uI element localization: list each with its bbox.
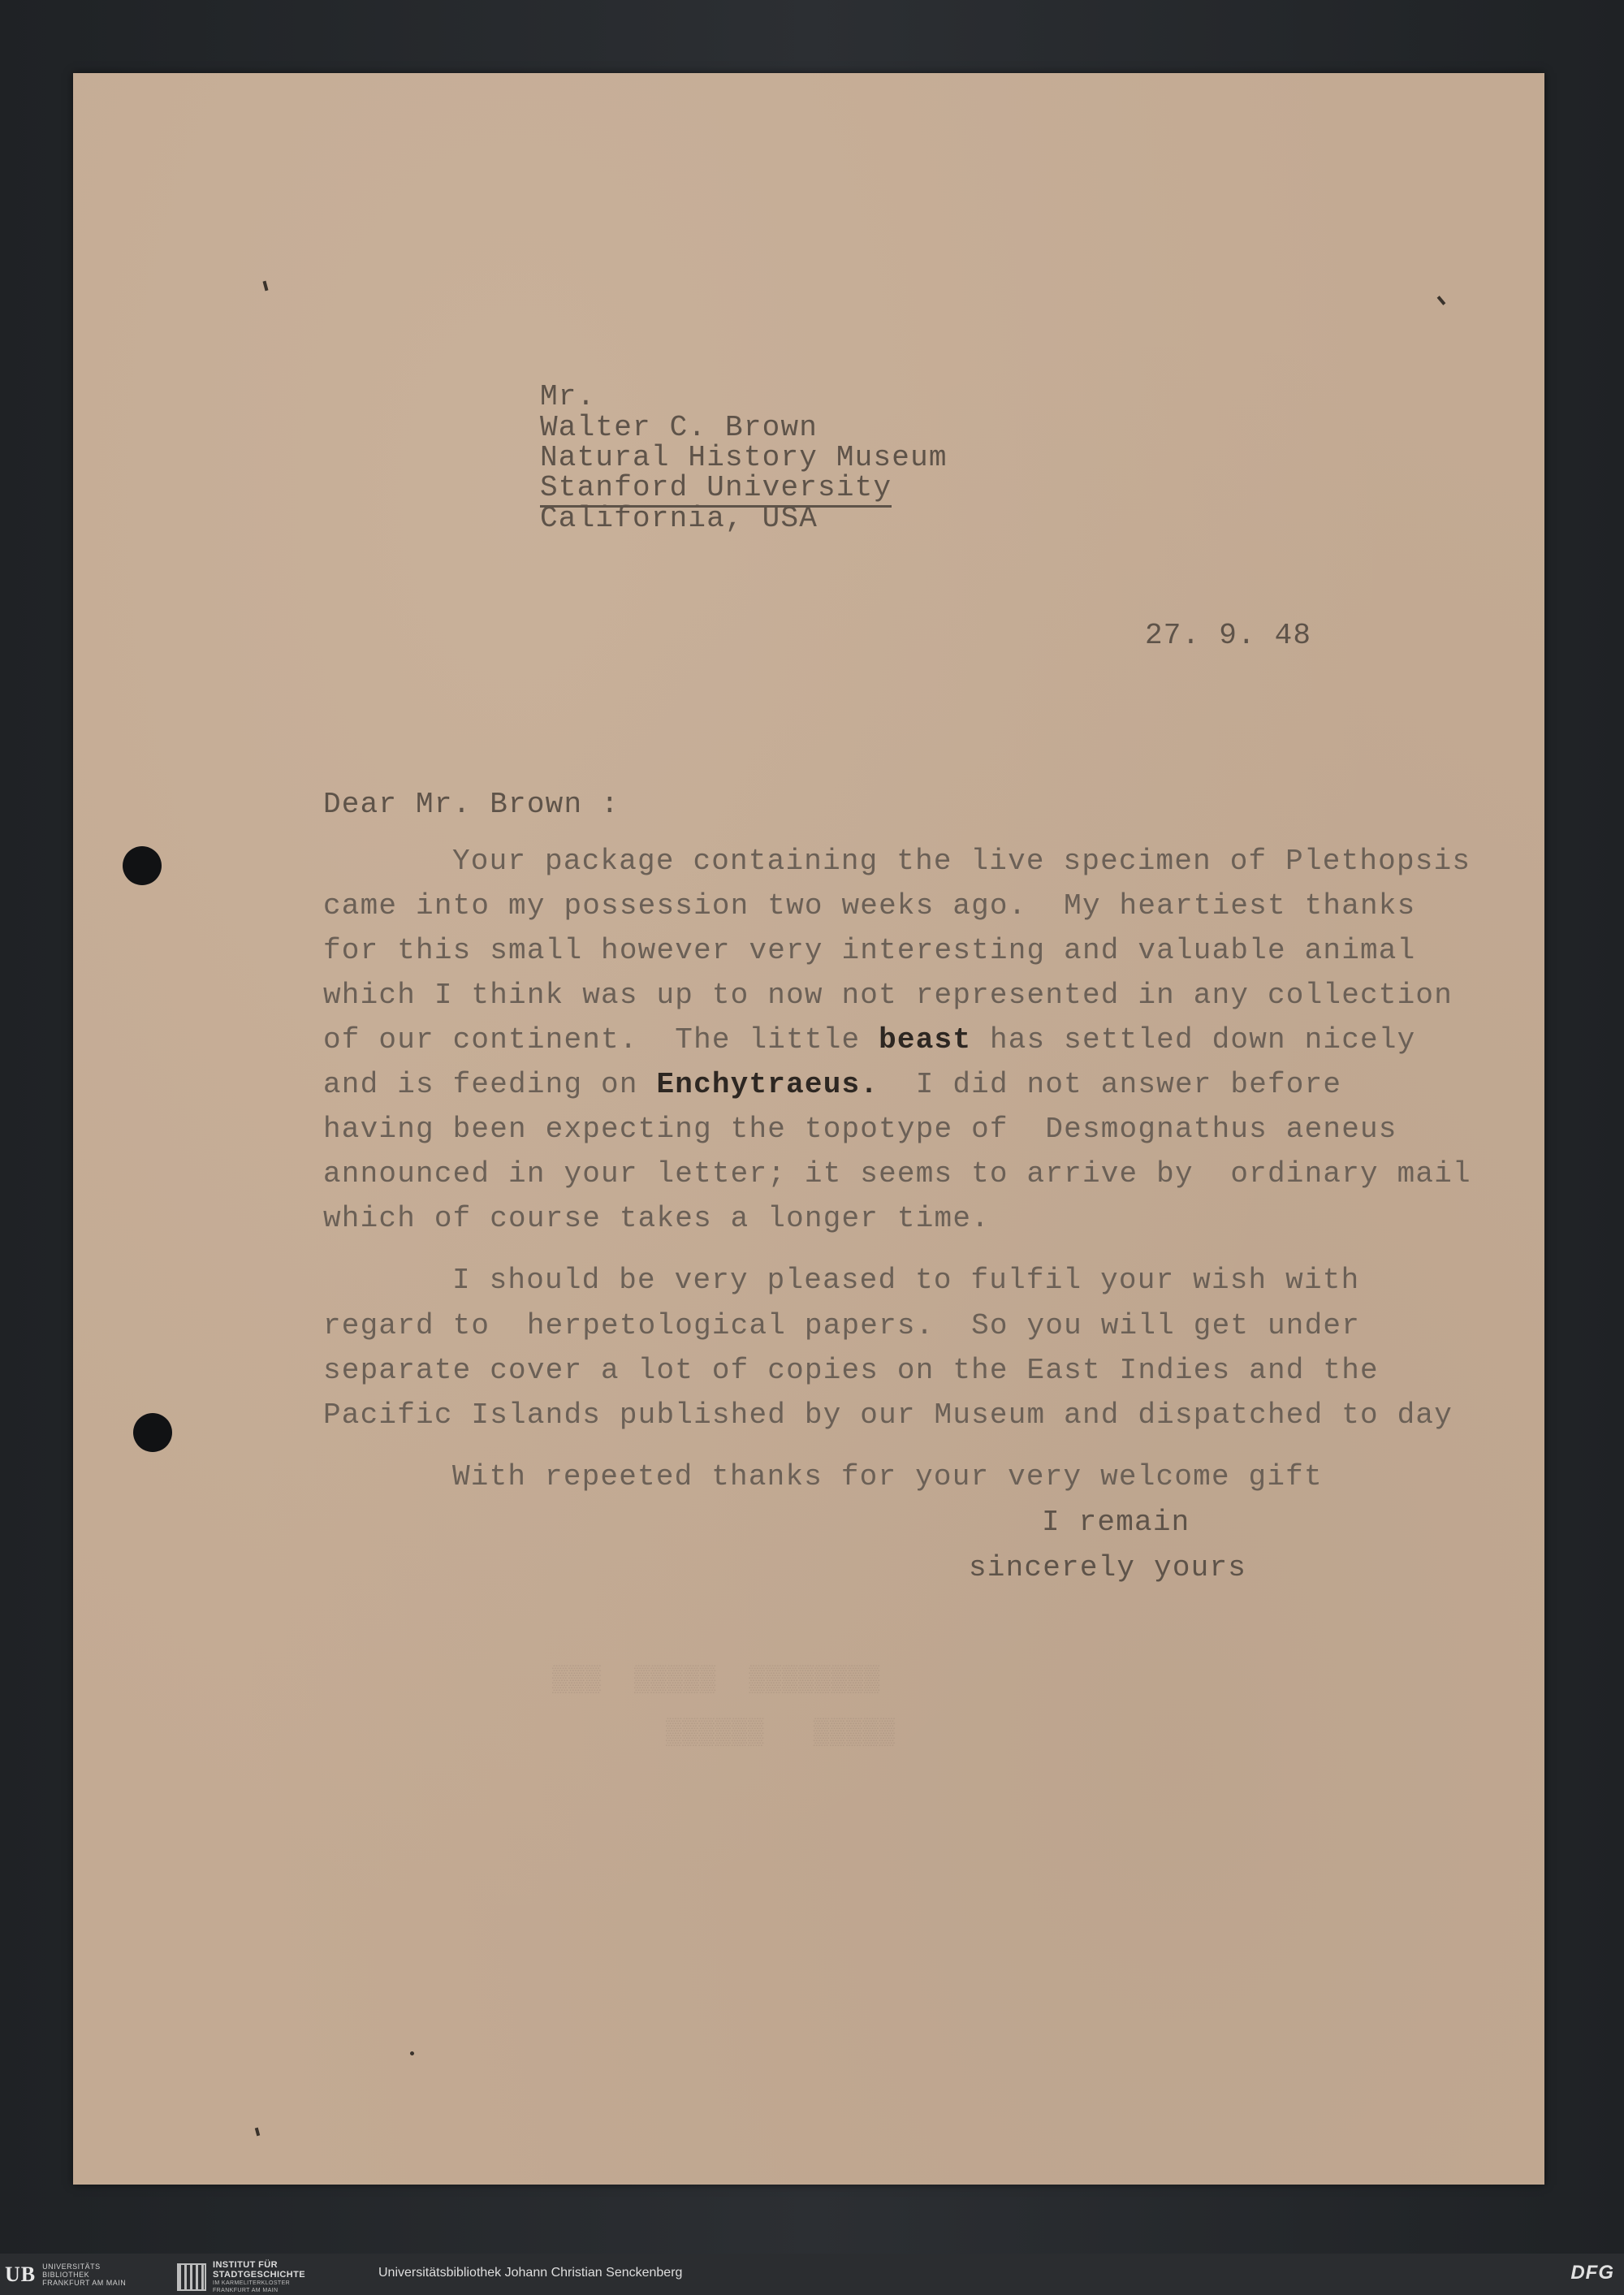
isg-logo [177,2260,305,2294]
address-line-name: Walter C. Brown [540,411,818,444]
punch-hole [133,1413,172,1452]
signoff: sincerely yours [969,1551,1247,1584]
paragraph-1-line [323,1023,1415,1057]
paragraph-2-line: Pacific Islands published by our Museum and dispatched to day [323,1398,1453,1432]
paragraph-1-line: which of course takes a longer time. [323,1202,990,1235]
isg-logo-icon [177,2263,206,2291]
show-through-texture: ▒▒▒▒▒▒ ▒▒▒▒▒ [666,1718,896,1748]
punch-hole [123,846,162,885]
salutation: Dear Mr. Brown : [323,788,620,821]
text-segment: and is feeding on [323,1068,657,1101]
text-segment: has settled down nicely [971,1023,1416,1057]
ub-logo-text-line: UNIVERSITÄTS [42,2263,101,2271]
isg-logo-text-line: STADTGESCHICHTE [213,2270,305,2280]
emphasized-word: Enchytraeus. [656,1068,879,1101]
paragraph-1-line: which I think was up to now not represented in any collection [323,979,1453,1012]
viewer-footer [0,2254,1624,2295]
ub-logo-text-line: BIBLIOTHEK [42,2271,90,2279]
show-through-texture: ▒▒▒ ▒▒▒▒▒ ▒▒▒▒▒▒▒▒ [552,1665,881,1695]
text-segment: I did not answer before [879,1068,1342,1101]
isg-logo-text [213,2260,305,2294]
letter-date: 27. 9. 48 [1145,619,1312,652]
dfg-logo: DFG [1570,2262,1614,2284]
isg-logo-subtext: IM KARMELITERKLOSTER [213,2280,291,2286]
paragraph-1-line: announced in your letter; it seems to arrive by ordinary mail [323,1157,1471,1191]
closing-line: With repeeted thanks for your very welcome gift [452,1460,1323,1493]
address-line-institution: Natural History Museum [540,441,948,474]
isg-logo-text-line: INSTITUT FÜR [213,2260,278,2270]
ub-logo-mark: UB [5,2263,37,2286]
address-line-university: Stanford University [540,471,892,508]
paragraph-1-line: came into my possession two weeks ago. My heartiest thanks [323,889,1416,923]
paragraph-2-line: I should be very pleased to fulfil your wish with [452,1264,1360,1297]
isg-logo-subtext: FRANKFURT AM MAIN [213,2288,279,2293]
text-segment: of our continent. The little [323,1023,879,1057]
paragraph-1-line: having been expecting the topotype of Desmognathus aeneus [323,1113,1397,1146]
address-line-honorific: Mr. [540,380,596,413]
paragraph-1-line: Your package containing the live specimen of Plethopsis [452,845,1471,878]
paragraph-1-line [323,1068,1341,1101]
paragraph-2-line: separate cover a lot of copies on the East Indies and the [323,1354,1379,1387]
ub-logo-text [42,2263,126,2287]
address-line-location: California, USA [540,502,818,535]
paragraph-1-line: for this small however very interesting and valuable animal [323,934,1416,967]
ub-logo-text-line: FRANKFURT AM MAIN [42,2279,127,2287]
closing-remain: I remain [1042,1506,1190,1539]
ub-logo [5,2260,126,2289]
paragraph-2-line: regard to herpetological papers. So you will get under [323,1309,1360,1342]
library-name: Universitätsbibliothek Johann Christian Senckenberg [378,2266,683,2280]
emphasized-word: beast [879,1023,972,1057]
